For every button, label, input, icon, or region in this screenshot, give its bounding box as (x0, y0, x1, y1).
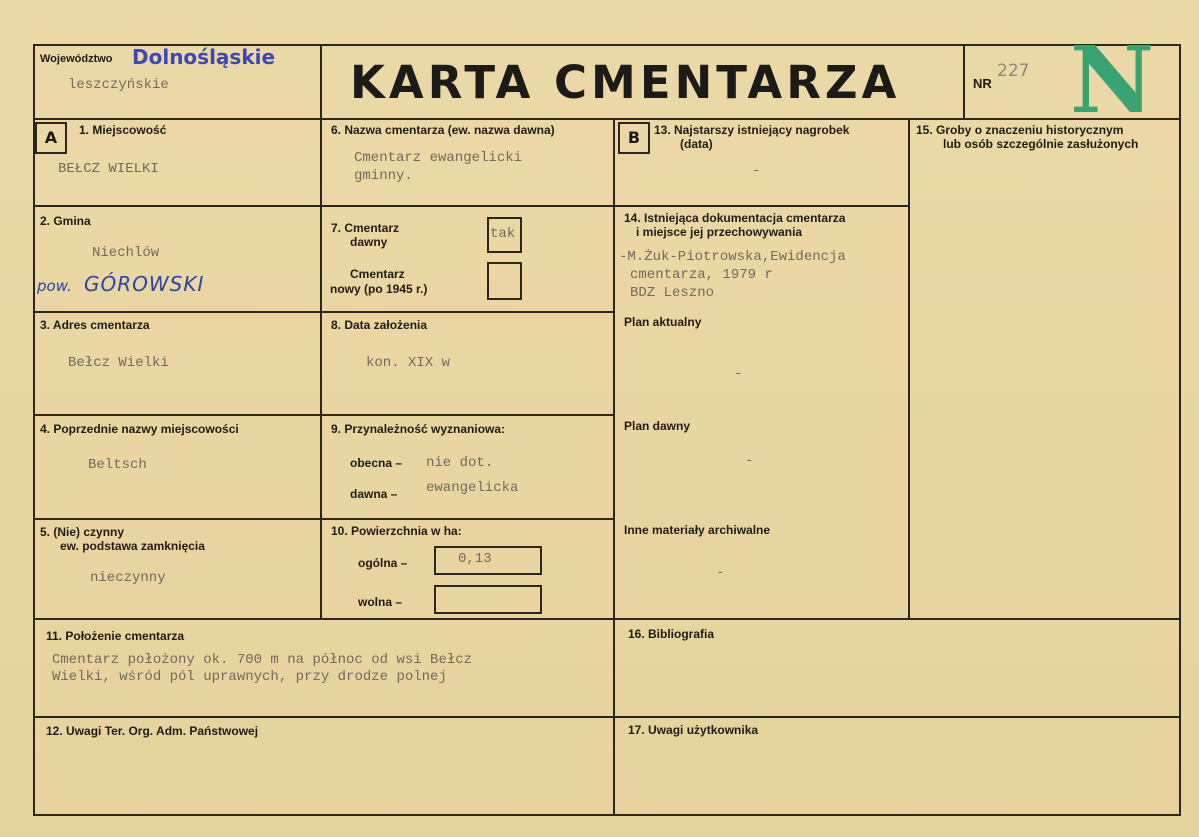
field-7-nowy-label-1: Cmentarz (350, 267, 405, 281)
plan-aktualny-value: - (734, 366, 743, 382)
nowy-checkbox (487, 262, 522, 300)
field-2-pow-prefix: pow. (37, 277, 72, 295)
field-6-label: 6. Nazwa cmentarza (ew. nazwa dawna) (331, 123, 555, 137)
field-10-wolna-label: wolna – (358, 595, 403, 609)
field-3-label: 3. Adres cmentarza (40, 318, 150, 332)
field-13-value: - (752, 163, 761, 179)
nr-value: 227 (997, 61, 1030, 81)
field-6-value-2: gminny. (354, 168, 413, 184)
row-divider-6 (33, 716, 1181, 718)
inne-materialy-value: - (716, 565, 725, 581)
field-14-label-1: 14. Istniejąca dokumentacja cmentarza (624, 211, 846, 225)
inne-materialy-label: Inne materiały archiwalne (624, 523, 771, 537)
field-7-nowy-label-2: nowy (po 1945 r.) (330, 282, 428, 296)
field-9-obecna-value: nie dot. (426, 455, 494, 471)
field-17-label: 17. Uwagi użytkownika (628, 723, 759, 737)
header-divider (33, 118, 1181, 120)
section-b-letter: B (627, 128, 641, 147)
header-col-divider-2 (963, 44, 965, 120)
dawny-value: tak (490, 226, 516, 242)
field-14-label-2: i miejsce jej przechowywania (636, 225, 803, 239)
row-divider-2 (33, 311, 613, 313)
field-9-label: 9. Przynależność wyznaniowa: (331, 422, 506, 436)
col-divider-a (320, 118, 322, 620)
header-col-divider-1 (320, 44, 322, 120)
field-13-label-1: 13. Najstarszy istniejący nagrobek (654, 123, 850, 137)
row-divider-1 (33, 205, 910, 207)
field-11-label: 11. Położenie cmentarza (46, 629, 185, 643)
field-16-label: 16. Bibliografia (628, 627, 715, 641)
field-15-label-1: 15. Groby o znaczeniu historycznym (916, 123, 1124, 137)
field-1-label: 1. Miejscowość (79, 123, 167, 137)
field-6-value-1: Cmentarz ewangelicki (354, 150, 523, 166)
field-2-label: 2. Gmina (40, 214, 91, 228)
field-9-dawna-value: ewangelicka (426, 480, 519, 496)
field-5-label-1: 5. (Nie) czynny (40, 525, 125, 539)
plan-dawny-value: - (745, 453, 754, 469)
category-letter: N (1070, 26, 1155, 134)
field-5-label-2: ew. podstawa zamknięcia (60, 539, 205, 553)
field-9-dawna-label: dawna – (350, 487, 398, 501)
field-7-label-1: 7. Cmentarz (331, 221, 400, 235)
field-4-value: Beltsch (88, 457, 147, 473)
wojewodztwo-typed: leszczyńskie (68, 77, 169, 93)
wojewodztwo-label: Województwo (40, 53, 113, 65)
field-9-obecna-label: obecna – (350, 456, 403, 470)
wojewodztwo-stamp: Dolnośląskie (132, 45, 276, 69)
field-14-value-1: -M.Żuk-Piotrowska,Ewidencja (619, 249, 846, 265)
field-7-label-2: dawny (350, 235, 388, 249)
plan-aktualny-label: Plan aktualny (624, 315, 702, 329)
field-10-ogolna-label: ogólna – (358, 556, 408, 570)
field-3-value: Bełcz Wielki (68, 355, 169, 371)
field-10-ogolna-value: 0,13 (458, 551, 492, 567)
field-14-value-3: BDZ Leszno (630, 285, 715, 301)
field-14-value-2: cmentarza, 1979 r (630, 267, 773, 283)
row-divider-3 (33, 414, 613, 416)
plan-dawny-label: Plan dawny (624, 419, 691, 433)
wolna-box (434, 585, 542, 614)
field-2-value: Niechlów (92, 245, 160, 261)
field-15-label-2: lub osób szczególnie zasłużonych (943, 137, 1139, 151)
col-divider-c (908, 118, 910, 620)
card-title: KARTA CMENTARZA (350, 56, 901, 109)
field-10-label: 10. Powierzchnia w ha: (331, 524, 462, 538)
field-8-label: 8. Data założenia (331, 318, 428, 332)
col-divider-b (613, 118, 615, 816)
field-12-label: 12. Uwagi Ter. Org. Adm. Państwowej (46, 724, 259, 738)
field-11-value-1: Cmentarz położony ok. 700 m na północ od wsi Bełcz (52, 652, 473, 668)
field-2-pow-value: GÓROWSKI (84, 272, 205, 296)
field-5-value: nieczynny (90, 570, 166, 586)
section-a-letter: A (44, 128, 58, 147)
field-4-label: 4. Poprzednie nazwy miejscowości (40, 422, 239, 436)
field-1-value: BEŁCZ WIELKI (58, 161, 159, 177)
row-divider-4 (33, 518, 613, 520)
nr-label: NR (973, 76, 992, 91)
field-13-label-2: (data) (680, 137, 713, 151)
row-divider-5 (33, 618, 1181, 620)
field-11-value-2: Wielki, wśród pól uprawnych, przy drodze polnej (52, 669, 447, 685)
field-8-value: kon. XIX w (366, 355, 451, 371)
